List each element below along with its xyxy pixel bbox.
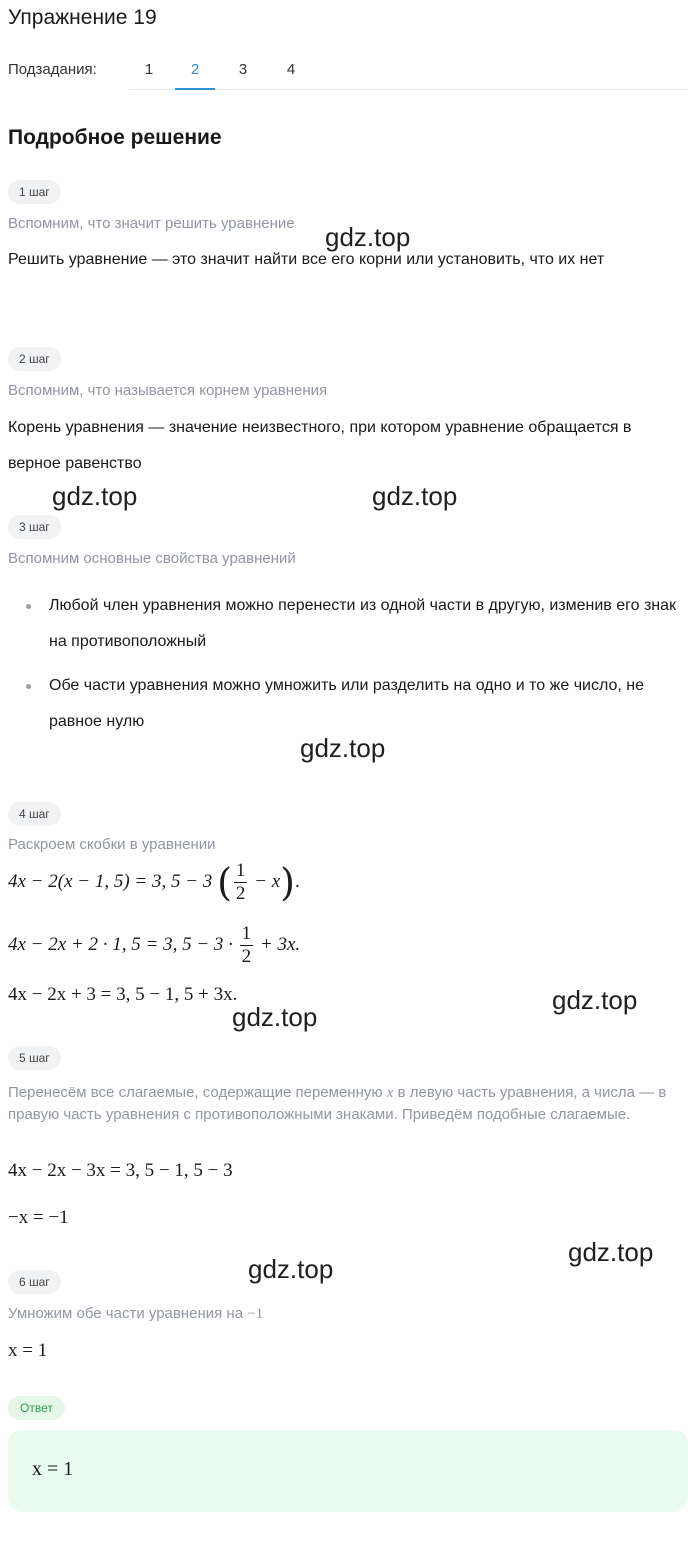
watermark: gdz.top [552, 985, 638, 1015]
answer-box [8, 1430, 688, 1512]
step-3-hint: Вспомним основные свойства уравнений [8, 550, 296, 567]
subtask-tab-2[interactable]: 2 [175, 58, 215, 90]
answer-value: x = 1 [32, 1458, 74, 1480]
step-2-badge: 2 шаг [8, 347, 61, 371]
step-1-hint: Вспомним, что значит решить уравнение [8, 215, 295, 232]
watermark: gdz.top [232, 1002, 318, 1032]
step-6-equation: x = 1 [8, 1340, 48, 1361]
step-4-hint: Раскроем скобки в уравнении [8, 836, 216, 853]
subtasks-nav [8, 58, 688, 90]
list-item: Любой член уравнения можно перенести из одной части в другую, изменив его знак на противоположный [26, 588, 676, 660]
step-5-badge: 5 шаг [8, 1046, 61, 1070]
step-5-equation-2: −x = −1 [8, 1207, 69, 1228]
subtask-tab-4[interactable]: 4 [286, 61, 296, 78]
list-item: Обе части уравнения можно умножить или разделить на одно и то же число, не равное нулю [26, 668, 676, 740]
watermark: gdz.top [372, 481, 458, 511]
step-5-hint: Перенесём все слагаемые, содержащие переменную x в левую часть уравнения, а числа — в правую часть уравнения с противоположными знаками. Приведём подобные слагаемые. [8, 1084, 667, 1123]
subtasks-label: Подзадания: [8, 61, 97, 78]
step-1-badge: 1 шаг [8, 180, 61, 204]
step-4-equation-1: 4x − 2(x − 1, 5) = 3, 5 − 3 ( $\frac{1}{2}$ − x). [8, 860, 300, 905]
step-6-badge: 6 шаг [8, 1270, 61, 1294]
step-4-equation-2: 4x − 2x + 2 · 1, 5 = 3, 5 − 3 · $\frac{1}{2}$ + 3x. [8, 923, 301, 967]
step-4-badge: 4 шаг [8, 802, 61, 826]
subtask-tab-3[interactable]: 3 [238, 61, 248, 78]
properties-list [26, 588, 676, 748]
watermark: gdz.top [325, 222, 411, 252]
step-6-hint: Умножим обе части уравнения на −1 [8, 1305, 264, 1322]
subtask-tab-1[interactable]: 1 [144, 61, 154, 78]
step-3-badge: 3 шаг [8, 515, 61, 539]
step-4-equation-3: 4x − 2x + 3 = 3, 5 − 1, 5 + 3x. [8, 984, 238, 1005]
watermark: gdz.top [568, 1237, 654, 1267]
page-title: Упражнение 19 [8, 6, 157, 29]
solution-title: Подробное решение [8, 126, 222, 149]
step-2-hint: Вспомним, что называется корнем уравнения [8, 382, 328, 399]
answer-badge: Ответ [8, 1396, 65, 1420]
step-1-text: Решить уравнение — это значит найти все его корни или установить, что их нет [8, 251, 605, 268]
step-2-text: Корень уравнения — значение неизвестного, при котором уравнение обращается в верное равенство [8, 419, 632, 472]
step-5-equation-1: 4x − 2x − 3x = 3, 5 − 1, 5 − 3 [8, 1160, 233, 1181]
watermark: gdz.top [248, 1254, 334, 1284]
watermark: gdz.top [300, 733, 386, 763]
watermark: gdz.top [52, 481, 138, 511]
